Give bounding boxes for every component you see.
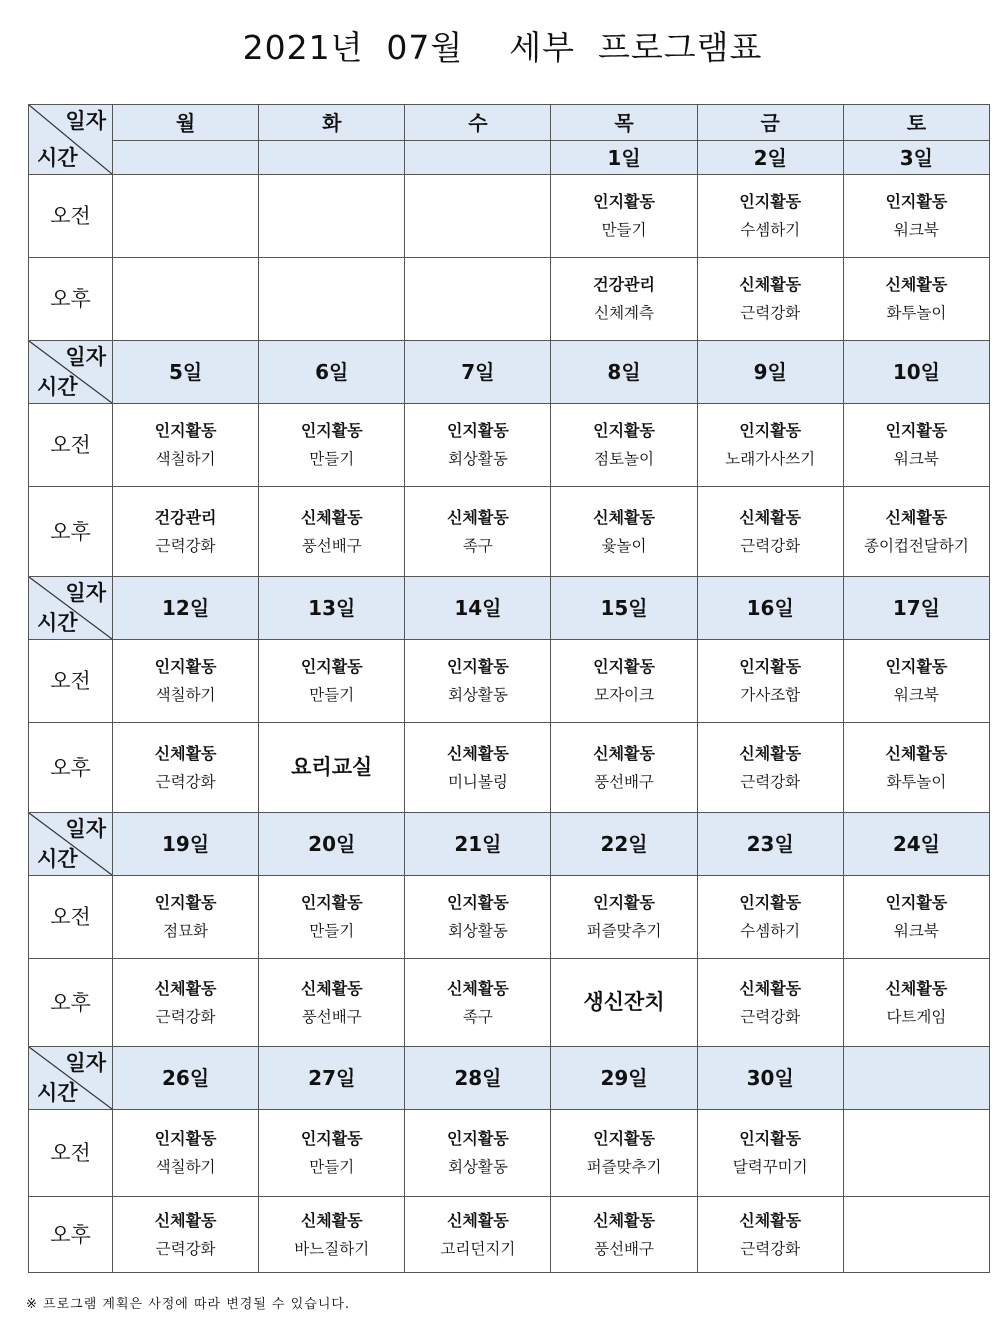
activity-category: 신체활동 [739, 978, 802, 998]
activity-name: 고리던지기 [440, 1239, 516, 1258]
time-slot-label: 오후 [29, 1197, 113, 1273]
time-slot-row [29, 487, 990, 577]
date-header: 12일 [113, 577, 259, 640]
activity-cell [405, 876, 551, 959]
activity-name: 풍선배구 [594, 1239, 654, 1258]
date-header: 22일 [551, 813, 697, 876]
date-header: 24일 [843, 813, 989, 876]
activity-category: 신체활동 [446, 1210, 509, 1230]
activity-category: 인지활동 [885, 421, 948, 440]
weekday-header: 수 [405, 105, 551, 141]
activity-cell [113, 258, 259, 341]
activity-category: 신체활동 [300, 1210, 363, 1230]
activity-category: 신체활동 [593, 1210, 655, 1230]
activity-category: 인지활동 [300, 893, 363, 912]
activity-name: 근력강화 [155, 772, 216, 791]
weekday-row [29, 105, 990, 141]
date-row [29, 141, 990, 175]
activity-cell [697, 1197, 843, 1273]
date-header: 16일 [697, 577, 843, 640]
activity-category: 인지활동 [300, 1129, 363, 1148]
activity-category: 신체활동 [885, 978, 948, 998]
activity-name: 근력강화 [740, 536, 801, 555]
program-table [28, 104, 990, 1273]
date-row [29, 813, 990, 876]
page-title: 2021년 07월 세부 프로그램표 [242, 28, 763, 67]
time-slot-label: 오후 [29, 959, 113, 1047]
activity-category: 인지활동 [739, 192, 802, 211]
activity-category: 신체활동 [446, 743, 509, 763]
activity-category: 인지활동 [154, 657, 217, 676]
activity-cell [405, 487, 551, 577]
activity-cell [697, 959, 843, 1047]
activity-name: 근력강화 [155, 536, 216, 555]
date-label: 일자 [65, 109, 106, 133]
activity-category: 인지활동 [154, 421, 217, 440]
activity-cell [405, 1110, 551, 1197]
date-header: 15일 [551, 577, 697, 640]
activity-cell [697, 640, 843, 723]
date-header: 14일 [405, 577, 551, 640]
activity-cell [113, 876, 259, 959]
activity-category: 인지활동 [739, 421, 802, 440]
activity-cell [551, 1197, 697, 1273]
activity-name: 점토놀이 [594, 450, 654, 468]
activity-category: 인지활동 [446, 657, 509, 676]
time-slot-row [29, 1110, 990, 1197]
activity-category: 인지활동 [593, 192, 655, 211]
time-label: 시간 [37, 375, 78, 399]
activity-name: 만들기 [309, 450, 355, 468]
activity-cell [259, 1110, 405, 1197]
date-header: 13일 [259, 577, 405, 640]
date-header: 21일 [405, 813, 551, 876]
activity-name: 근력강화 [740, 1007, 801, 1026]
activity-category: 신체활동 [885, 507, 948, 527]
weekday-header: 토 [843, 105, 989, 141]
activity-category: 인지활동 [593, 893, 655, 912]
corner-header [29, 105, 113, 175]
activity-cell [697, 876, 843, 959]
activity-name: 만들기 [309, 686, 355, 704]
activity-cell [551, 404, 697, 487]
date-header: 8일 [551, 341, 697, 404]
activity-cell [697, 404, 843, 487]
time-label: 시간 [37, 611, 78, 635]
date-header: 26일 [113, 1047, 259, 1110]
activity-cell [113, 404, 259, 487]
activity-name: 근력강화 [155, 1239, 216, 1258]
time-slot-row [29, 258, 990, 341]
activity-category: 인지활동 [593, 1129, 655, 1148]
activity-cell [843, 640, 989, 723]
activity-cell [551, 175, 697, 258]
activity-cell [843, 258, 989, 341]
activity-cell [551, 1110, 697, 1197]
activity-name: 윷놀이 [601, 536, 647, 555]
corner-header [29, 1047, 113, 1110]
activity-cell [551, 487, 697, 577]
activity-category: 인지활동 [739, 657, 802, 676]
date-header [405, 141, 551, 175]
time-slot-label: 오후 [29, 258, 113, 341]
activity-category: 인지활동 [885, 893, 948, 912]
activity-cell [843, 876, 989, 959]
date-header: 7일 [405, 341, 551, 404]
date-label: 일자 [65, 345, 106, 369]
activity-cell [113, 959, 259, 1047]
activity-name: 수셈하기 [740, 922, 801, 940]
date-header [843, 1047, 989, 1110]
activity-category: 인지활동 [593, 421, 655, 440]
activity-name: 만들기 [601, 221, 647, 239]
corner-header [29, 813, 113, 876]
activity-category: 신체활동 [739, 743, 802, 763]
activity-cell [843, 723, 989, 813]
activity-name: 만들기 [309, 1158, 355, 1176]
activity-cell [259, 1197, 405, 1273]
activity-cell [551, 876, 697, 959]
activity-category: 인지활동 [739, 1129, 802, 1148]
activity-cell [405, 175, 551, 258]
activity-cell [697, 723, 843, 813]
activity-category: 신체활동 [300, 978, 363, 998]
date-header: 3일 [843, 141, 989, 175]
activity-category: 신체활동 [593, 743, 655, 763]
date-header: 23일 [697, 813, 843, 876]
activity-cell [259, 723, 405, 813]
activity-name: 족구 [462, 1007, 493, 1026]
activity-cell [405, 723, 551, 813]
activity-cell [843, 1110, 989, 1197]
date-header: 17일 [843, 577, 989, 640]
date-row [29, 1047, 990, 1110]
activity-cell [843, 404, 989, 487]
special-event: 요리교실 [291, 754, 373, 779]
date-header: 9일 [697, 341, 843, 404]
time-label: 시간 [37, 847, 78, 871]
activity-category: 신체활동 [446, 978, 509, 998]
activity-name: 색칠하기 [155, 450, 216, 468]
weekday-header: 금 [697, 105, 843, 141]
special-event: 생신잔치 [583, 989, 665, 1014]
activity-cell [259, 404, 405, 487]
activity-name: 바느질하기 [294, 1239, 370, 1258]
activity-name: 워크북 [893, 686, 939, 704]
activity-cell [113, 723, 259, 813]
activity-name: 신체계측 [594, 304, 654, 322]
activity-cell [405, 404, 551, 487]
activity-name: 화투놀이 [886, 772, 947, 791]
date-header: 27일 [259, 1047, 405, 1110]
corner-header [29, 577, 113, 640]
time-slot-label: 오전 [29, 175, 113, 258]
weekday-header: 월 [113, 105, 259, 141]
activity-name: 풍선배구 [301, 536, 362, 555]
activity-name: 만들기 [309, 922, 355, 940]
activity-cell [259, 876, 405, 959]
time-slot-row [29, 175, 990, 258]
activity-name: 가사조합 [740, 686, 801, 704]
activity-category: 신체활동 [885, 743, 948, 763]
activity-name: 점묘화 [163, 922, 209, 940]
activity-name: 노래가사쓰기 [725, 450, 816, 468]
activity-name: 수셈하기 [740, 221, 801, 239]
date-header [113, 141, 259, 175]
activity-cell [843, 175, 989, 258]
activity-name: 종이컵전달하기 [863, 536, 969, 555]
activity-category: 인지활동 [154, 893, 217, 912]
date-header [259, 141, 405, 175]
time-slot-label: 오후 [29, 487, 113, 577]
date-header: 1일 [551, 141, 697, 175]
activity-cell [697, 258, 843, 341]
activity-category: 인지활동 [593, 657, 655, 676]
time-slot-row [29, 723, 990, 813]
activity-name: 풍선배구 [594, 772, 654, 791]
activity-name: 회상활동 [447, 450, 508, 468]
activity-cell [405, 640, 551, 723]
activity-cell [843, 487, 989, 577]
date-header: 10일 [843, 341, 989, 404]
date-label: 일자 [65, 817, 106, 841]
activity-name: 근력강화 [740, 1239, 801, 1258]
activity-category: 신체활동 [885, 275, 948, 294]
activity-category: 신체활동 [154, 1210, 217, 1230]
activity-cell [405, 1197, 551, 1273]
date-row [29, 341, 990, 404]
date-row [29, 577, 990, 640]
activity-category: 건강관리 [154, 507, 217, 527]
activity-cell [405, 258, 551, 341]
time-slot-row [29, 640, 990, 723]
activity-category: 신체활동 [300, 507, 363, 527]
activity-name: 회상활동 [447, 922, 508, 940]
weekday-header: 화 [259, 105, 405, 141]
time-slot-label: 오후 [29, 723, 113, 813]
date-header: 29일 [551, 1047, 697, 1110]
activity-cell [113, 1110, 259, 1197]
activity-name: 근력강화 [740, 772, 801, 791]
footnote: ※ 프로그램 계획은 사정에 따라 변경될 수 있습니다. [26, 1297, 351, 1312]
date-header: 20일 [259, 813, 405, 876]
time-slot-label: 오전 [29, 640, 113, 723]
activity-name: 근력강화 [740, 304, 801, 322]
activity-cell [697, 487, 843, 577]
time-label: 시간 [37, 1081, 78, 1105]
activity-cell [259, 640, 405, 723]
activity-category: 인지활동 [300, 421, 363, 440]
activity-cell [551, 258, 697, 341]
time-slot-row [29, 876, 990, 959]
date-header: 28일 [405, 1047, 551, 1110]
activity-cell [551, 723, 697, 813]
activity-name: 화투놀이 [886, 304, 947, 322]
activity-cell [843, 959, 989, 1047]
activity-name: 워크북 [893, 922, 939, 940]
activity-name: 회상활동 [447, 1158, 508, 1176]
activity-name: 색칠하기 [155, 686, 216, 704]
activity-category: 신체활동 [154, 743, 217, 763]
time-slot-row [29, 959, 990, 1047]
activity-category: 인지활동 [739, 893, 802, 912]
activity-cell [551, 959, 697, 1047]
activity-name: 근력강화 [155, 1007, 216, 1026]
activity-category: 신체활동 [446, 507, 509, 527]
activity-category: 인지활동 [885, 657, 948, 676]
activity-category: 인지활동 [154, 1129, 217, 1148]
time-slot-row [29, 1197, 990, 1273]
activity-cell [113, 640, 259, 723]
date-header: 6일 [259, 341, 405, 404]
activity-category: 신체활동 [739, 1210, 802, 1230]
activity-category: 건강관리 [593, 275, 655, 294]
activity-cell [697, 175, 843, 258]
weekday-header: 목 [551, 105, 697, 141]
activity-name: 워크북 [893, 221, 939, 239]
corner-header [29, 341, 113, 404]
time-slot-label: 오전 [29, 404, 113, 487]
activity-cell [259, 258, 405, 341]
activity-name: 회상활동 [447, 686, 508, 704]
date-header: 30일 [697, 1047, 843, 1110]
date-header: 5일 [113, 341, 259, 404]
activity-name: 워크북 [893, 450, 939, 468]
activity-category: 신체활동 [154, 978, 217, 998]
date-label: 일자 [65, 1051, 106, 1075]
activity-cell [259, 959, 405, 1047]
activity-name: 풍선배구 [301, 1007, 362, 1026]
activity-category: 인지활동 [885, 192, 948, 211]
activity-name: 퍼즐맞추기 [586, 922, 662, 940]
time-slot-row [29, 404, 990, 487]
activity-cell [697, 1110, 843, 1197]
activity-name: 퍼즐맞추기 [586, 1158, 662, 1176]
activity-cell [843, 1197, 989, 1273]
activity-cell [551, 640, 697, 723]
activity-cell [259, 175, 405, 258]
activity-category: 인지활동 [446, 893, 509, 912]
activity-cell [113, 1197, 259, 1273]
time-slot-label: 오전 [29, 1110, 113, 1197]
activity-cell [405, 959, 551, 1047]
activity-category: 인지활동 [300, 657, 363, 676]
date-label: 일자 [65, 581, 106, 605]
activity-name: 모자이크 [594, 686, 654, 704]
time-slot-label: 오전 [29, 876, 113, 959]
activity-cell [259, 487, 405, 577]
activity-cell [113, 487, 259, 577]
activity-category: 인지활동 [446, 1129, 509, 1148]
activity-category: 신체활동 [739, 275, 802, 294]
activity-name: 색칠하기 [155, 1158, 216, 1176]
activity-name: 달력꾸미기 [732, 1158, 808, 1176]
activity-name: 족구 [462, 536, 493, 555]
time-label: 시간 [37, 146, 78, 170]
activity-category: 신체활동 [739, 507, 802, 527]
activity-name: 미니볼링 [447, 772, 508, 791]
activity-cell [113, 175, 259, 258]
date-header: 2일 [697, 141, 843, 175]
activity-category: 신체활동 [593, 507, 655, 527]
activity-category: 인지활동 [446, 421, 509, 440]
activity-name: 다트게임 [886, 1007, 947, 1026]
date-header: 19일 [113, 813, 259, 876]
